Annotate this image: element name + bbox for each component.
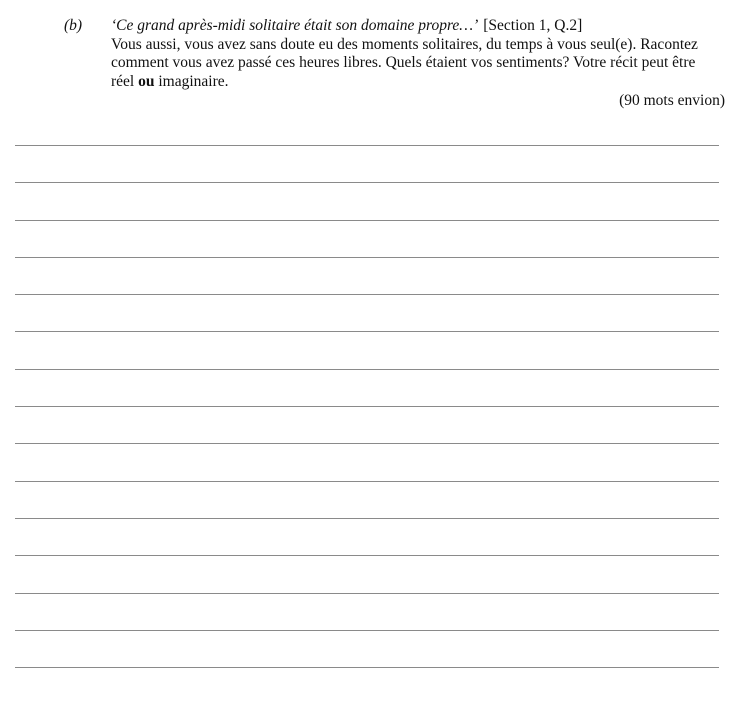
word-count-note: (90 mots envion)	[619, 92, 725, 109]
answer-line[interactable]	[15, 481, 719, 482]
question-prompt	[111, 17, 723, 91]
emphasis-word: ou	[138, 72, 155, 90]
part-label: (b)	[64, 17, 83, 34]
section-reference: [Section 1, Q.2]	[483, 17, 583, 34]
answer-line[interactable]	[15, 369, 719, 370]
answer-line[interactable]	[15, 630, 719, 631]
answer-line[interactable]	[15, 182, 719, 183]
answer-line[interactable]	[15, 145, 719, 146]
answer-line[interactable]	[15, 331, 719, 332]
answer-line[interactable]	[15, 443, 719, 444]
answer-line[interactable]	[15, 667, 719, 668]
quote-line	[111, 17, 723, 36]
answer-line[interactable]	[15, 518, 719, 519]
instructions-line-2: comment vous avez passé ces heures libres. Quels étaient vos sentiments? Votre récit peut être	[111, 54, 696, 71]
instructions-line-3	[111, 73, 723, 92]
instructions-text-before: réel	[111, 72, 139, 90]
literary-quote: ‘Ce grand après-midi solitaire était son domaine propre…’	[111, 17, 479, 34]
answer-line[interactable]	[15, 555, 719, 556]
answer-line[interactable]	[15, 257, 719, 258]
instructions-text-after: imaginaire.	[154, 72, 229, 90]
answer-line[interactable]	[15, 593, 719, 594]
question-block	[0, 0, 752, 120]
instructions-line-1: Vous aussi, vous avez sans doute eu des moments solitaires, du temps à vous seul(e). Racontez	[111, 35, 698, 53]
answer-lines	[15, 145, 719, 704]
answer-line[interactable]	[15, 294, 719, 295]
answer-line[interactable]	[15, 406, 719, 407]
answer-line[interactable]	[15, 220, 719, 221]
